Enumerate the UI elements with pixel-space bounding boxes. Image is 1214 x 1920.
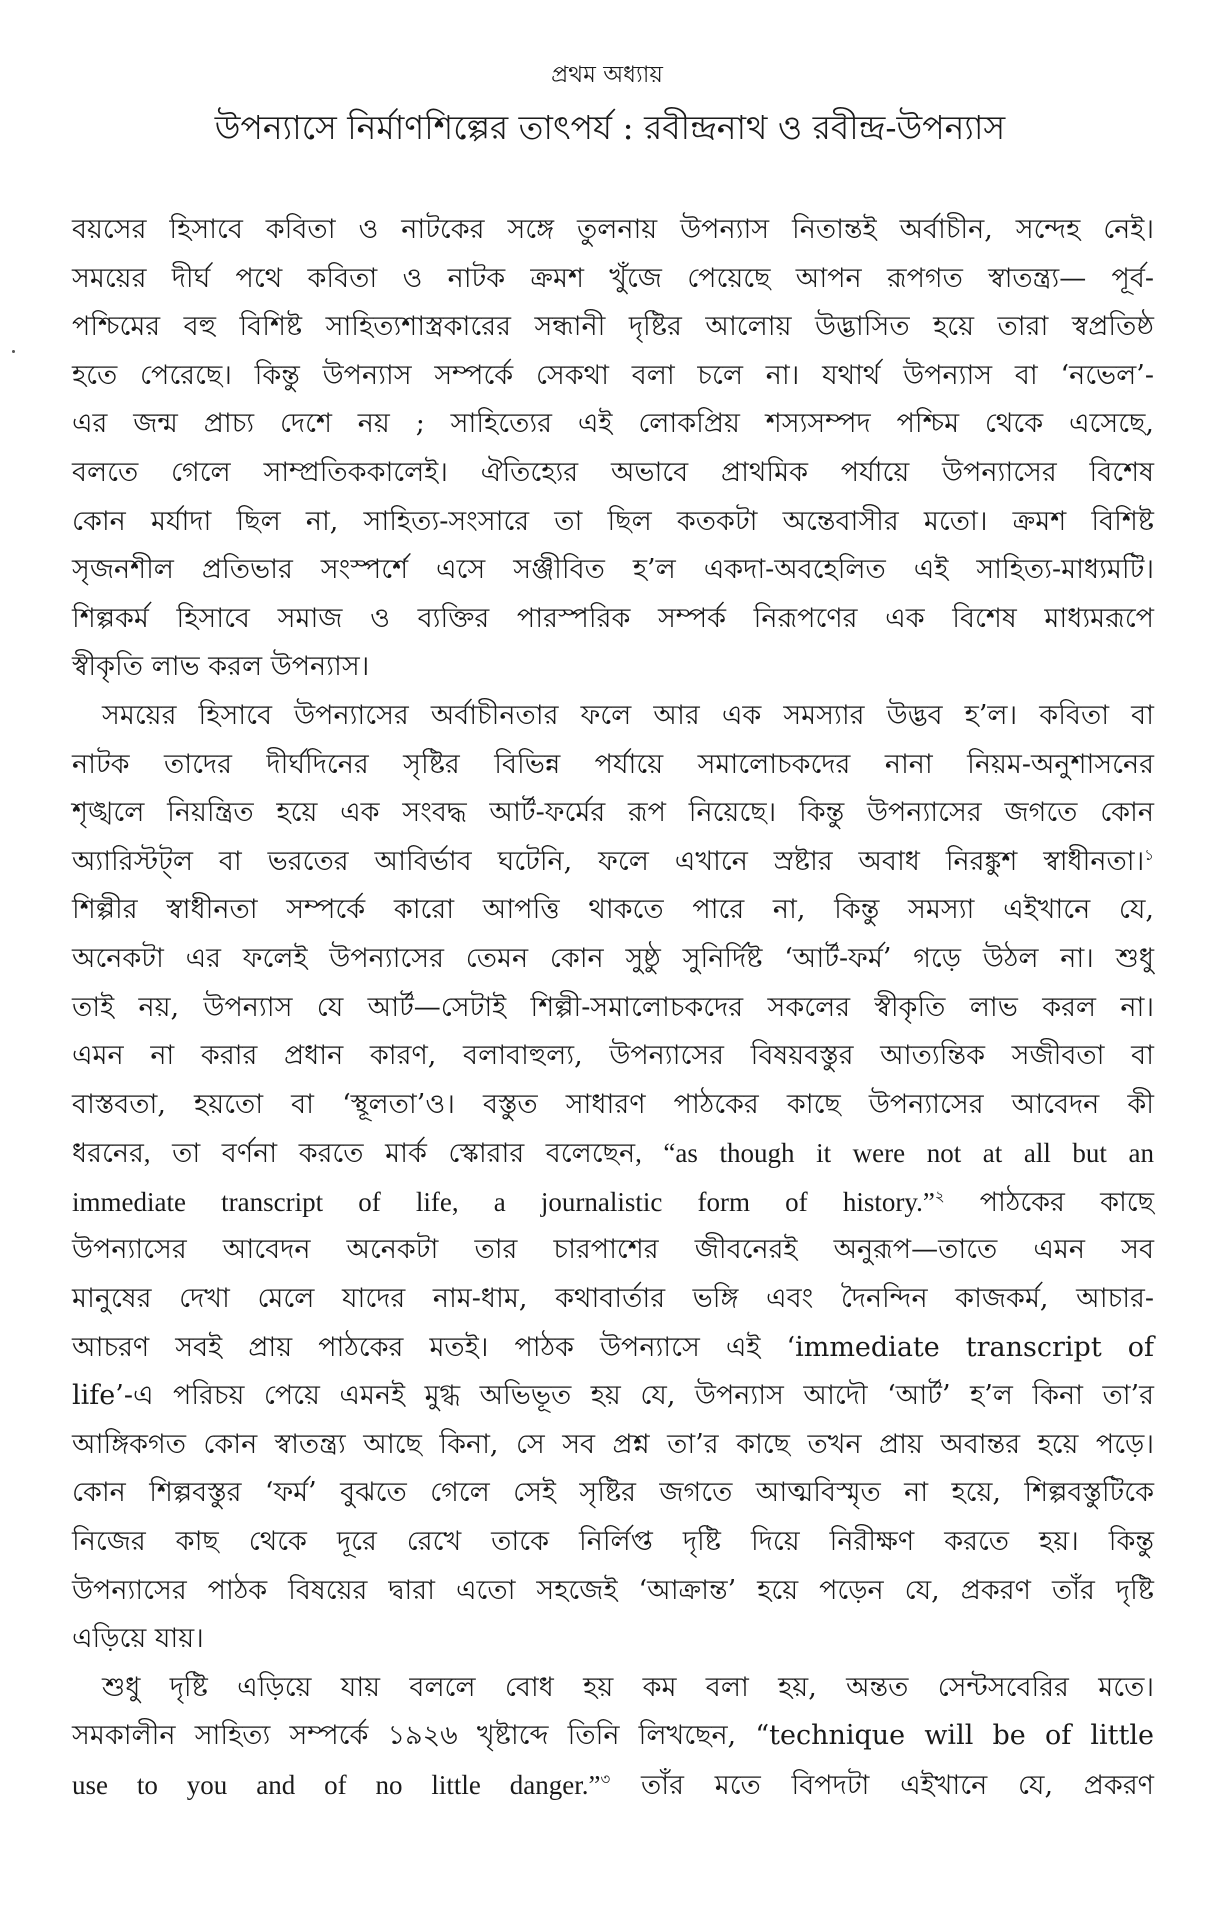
- text-line: বয়সের হিসাবে কবিতা ও নাটকের সঙ্গে তুলনায় উপন্যাস নিতান্তই অর্বাচীন, সন্দেহ নেই।: [72, 214, 1154, 245]
- text-line: শুধু দৃষ্টি এড়িয়ে যায় বললে বোধ হয় কম বলা হয়, অন্তত সেন্টসবেরির মতে।: [102, 1671, 1154, 1703]
- text-line: কোন মর্যাদা ছিল না, সাহিত্য-সংসারে তা ছিল কতকটা অন্তেবাসীর মতো। ক্রমশ বিশিষ্ট: [72, 505, 1154, 537]
- text-line: সময়ের হিসাবে উপন্যাসের অর্বাচীনতার ফলে আর এক সমস্যার উদ্ভব হ’ল। কবিতা বা: [102, 699, 1154, 731]
- paragraph-2: [72, 692, 1154, 1664]
- text-line: life’-এ পরিচয় পেয়ে এমনই মুগ্ধ অভিভূত হয় যে, উপন্যাস আদৌ ‘আর্ট’ হ’ল কিনা তা’র: [72, 1380, 1154, 1412]
- text-line: ধরনের, তা বর্ণনা করতে মার্ক স্কোরার বলেছেন, “as though it were not at all but an: [72, 1138, 1154, 1169]
- text-line: শৃঙ্খলে নিয়ন্ত্রিত হয়ে এক সংবদ্ধ আর্ট-ফর্মের রূপ নিয়েছে। কিন্তু উপন্যাসের জগতে কোন: [72, 797, 1154, 829]
- text-line: সমকালীন সাহিত্য সম্পর্কে ১৯২৬ খৃষ্টাব্দে তিনি লিখছেন, “technique will be of little: [72, 1720, 1154, 1752]
- text-line: [72, 838, 1154, 887]
- text: পাঠকের কাছে: [979, 1186, 1154, 1217]
- text-line: এড়িয়ে যায়।: [72, 1623, 204, 1655]
- text-line: বাস্তবতা, হয়তো বা ‘স্থূলতা’ও। বস্তুত সাধারণ পাঠকের কাছে উপন্যাসের আবেদন কী: [72, 1088, 1154, 1120]
- footnote-marker-3: ৩: [600, 1770, 611, 1788]
- text-line: [72, 1761, 1154, 1810]
- chapter-title: উপন্যাসে নির্মাণশিল্পের তাৎপর্য : রবীন্দ্রনাথ ও রবীন্দ্র-উপন্যাস: [214, 108, 1006, 147]
- text-line: এমন না করার প্রধান কারণ, বলাবাহুল্য, উপন্যাসের বিষয়বস্তুর আত্যন্তিক সজীবতা বা: [72, 1040, 1154, 1072]
- paragraph-1: [72, 206, 1154, 692]
- text-line: আঙ্গিকগত কোন স্বাতন্ত্র্য আছে কিনা, সে সব প্রশ্ন তা’র কাছে তখন প্রায় অবান্তর হয়ে পড়ে।: [72, 1428, 1154, 1460]
- text-line: শিল্পকর্ম হিসাবে সমাজ ও ব্যক্তির পারস্পরিক সম্পর্ক নিরূপণের এক বিশেষ মাধ্যমরূপে: [72, 602, 1154, 634]
- paragraph-3: [72, 1664, 1154, 1810]
- text-line: স্বীকৃতি লাভ করল উপন্যাস।: [72, 651, 370, 683]
- text-line: নিজের কাছ থেকে দূরে রেখে তাকে নির্লিপ্ত দৃষ্টি দিয়ে নিরীক্ষণ করতে হয়। কিন্তু: [72, 1526, 1154, 1558]
- text: অ্যারিস্টট্ল বা ভরতের আবির্ভাব ঘটেনি, ফলে এখানে স্রষ্টার অবাধ নিরঙ্কুশ স্বাধীনতা।: [72, 845, 1145, 877]
- quote-text: use to you and of no little danger.”: [72, 1770, 601, 1800]
- text-line: আচরণ সবই প্রায় পাঠকের মতই। পাঠক উপন্যাসে এই ‘immediate transcript of: [72, 1331, 1154, 1363]
- page-body: [72, 206, 1154, 1810]
- text-line: হতে পেরেছে। কিন্তু উপন্যাস সম্পর্কে সেকথা বলা চলে না। যথার্থ উপন্যাস বা ‘নভেল’-: [72, 359, 1154, 391]
- text-line: উপন্যাসের পাঠক বিষয়ের দ্বারা এতো সহজেই ‘আক্রান্ত’ হয়ে পড়েন যে, প্রকরণ তাঁর দৃষ্টি: [72, 1574, 1154, 1606]
- text-line: উপন্যাসের আবেদন অনেকটা তার চারপাশের জীবনেরই অনুরূপ—তাতে এমন সব: [72, 1234, 1154, 1266]
- text-line: নাটক তাদের দীর্ঘদিনের সৃষ্টির বিভিন্ন পর্যায়ে সমালোচকদের নানা নিয়ম-অনুশাসনের: [72, 748, 1154, 780]
- footnote-marker-2: ২: [934, 1188, 945, 1205]
- text-line: অনেকটা এর ফলেই উপন্যাসের তেমন কোন সুষ্ঠু সুনির্দিষ্ট ‘আর্ট-ফর্ম’ গড়ে উঠল না। শুধু: [72, 942, 1154, 974]
- text-line: পশ্চিমের বহু বিশিষ্ট সাহিত্যশাস্ত্রকারের সন্ধানী দৃষ্টির আলোয় উদ্ভাসিত হয়ে তারা স্বপ্রতিষ্ঠ: [72, 311, 1154, 343]
- footnote-marker-1: ১: [1144, 845, 1154, 864]
- text: তাঁর মতে বিপদটা এইখানে যে, প্রকরণ: [641, 1770, 1154, 1801]
- text-line: কোন শিল্পবস্তুর ‘ফর্ম’ বুঝতে গেলে সেই সৃষ্টির জগতে আত্মবিস্মৃত না হয়ে, শিল্পবস্তুটিকে: [72, 1477, 1154, 1509]
- text-line: বলতে গেলে সাম্প্রতিককালেই। ঐতিহ্যের অভাবে প্রাথমিক পর্যায়ে উপন্যাসের বিশেষ: [72, 456, 1154, 488]
- text-line: [72, 1178, 1154, 1227]
- text-line: এর জন্ম প্রাচ্য দেশে নয় ; সাহিত্যের এই লোকপ্রিয় শস্যসম্পদ পশ্চিম থেকে এসেছে,: [72, 408, 1154, 440]
- scan-speck: [12, 350, 15, 353]
- quote-text: immediate transcript of life, a journalistic form of history.”: [72, 1186, 935, 1217]
- text-line: সময়ের দীর্ঘ পথে কবিতা ও নাটক ক্রমশ খুঁজে পেয়েছে আপন রূপগত স্বাতন্ত্র্য— পূর্ব-: [72, 262, 1154, 294]
- running-head: প্রথম অধ্যায়: [551, 62, 663, 88]
- text-line: মানুষের দেখা মেলে যাদের নাম-ধাম, কথাবার্তার ভঙ্গি এবং দৈনন্দিন কাজকর্ম, আচার-: [72, 1283, 1154, 1315]
- text-line: সৃজনশীল প্রতিভার সংস্পর্শে এসে সঞ্জীবিত হ’ল একদা-অবহেলিত এই সাহিত্য-মাধ্যমটি।: [72, 554, 1154, 586]
- text-line: তাই নয়, উপন্যাস যে আর্ট—সেটাই শিল্পী-সমালোচকদের সকলের স্বীকৃতি লাভ করল না।: [72, 991, 1154, 1023]
- text-line: শিল্পীর স্বাধীনতা সম্পর্কে কারো আপত্তি থাকতে পারে না, কিন্তু সমস্যা এইখানে যে,: [72, 894, 1154, 926]
